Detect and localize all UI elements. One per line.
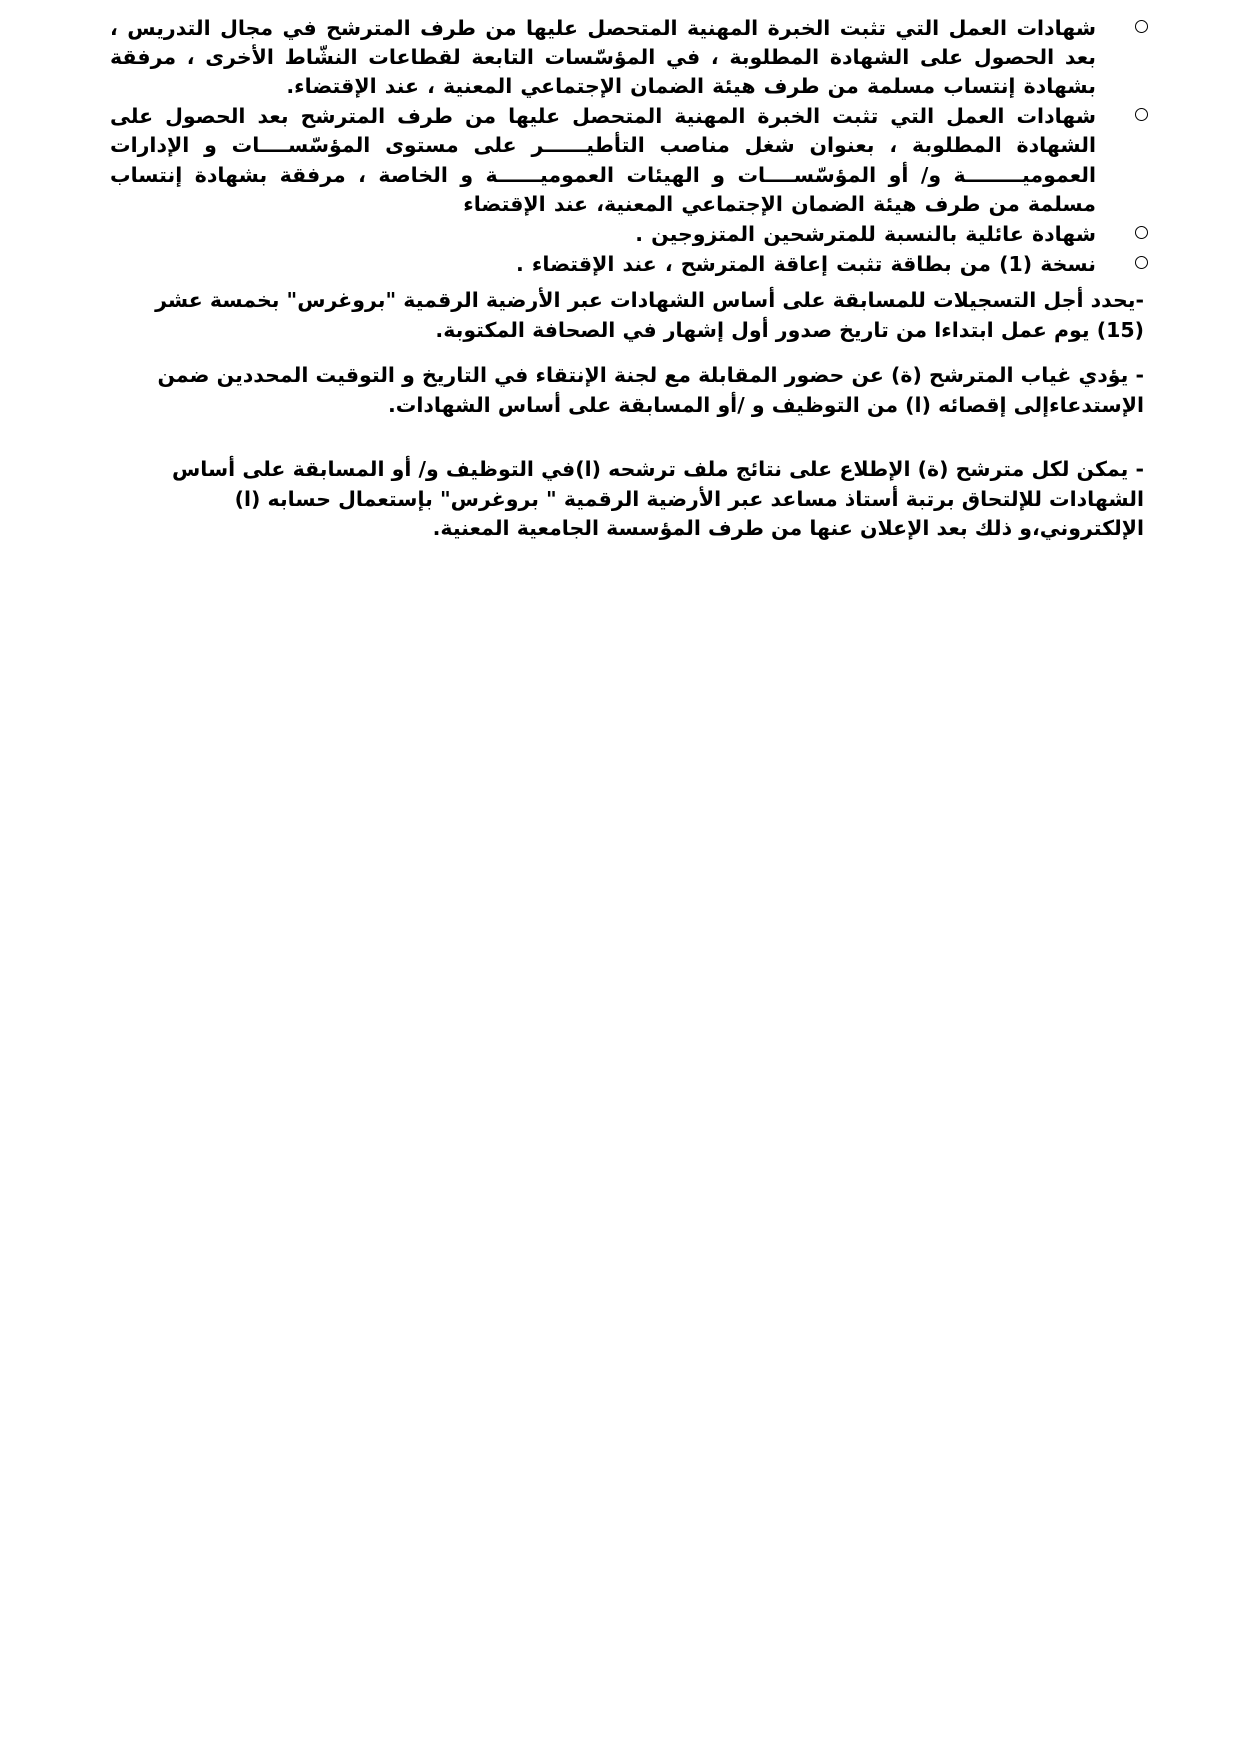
list-item-text: شهادات العمل التي تثبت الخبرة المهنية المتحصل عليها من طرف المترشح في مجال التدريس ، بعد الحصول على الشهادة المطلوبة ، في المؤسّسات التابعة لقطاعات النشّاط الأخرى ، مرفقة بشهادة إنتساب مسلمة من طرف هيئة الضمان الإجتماعي المعنية ، عند الإقتضاء. [110, 16, 1096, 99]
registration-deadline-note-line-2: (15) يوم عمل ابتداءا من تاريخ صدور أول إشهار في الصحافة المكتوبة. [435, 317, 1144, 342]
document-body [110, 14, 1148, 544]
circle-bullet-icon [1135, 20, 1148, 33]
list-item-text: نسخة (1) من بطاقة تثبت إعاقة المترشح ، عند الإقتضاء . [516, 251, 1096, 276]
requirements-bullet-list [110, 14, 1148, 279]
list-item-text: شهادات العمل التي تثبت الخبرة المهنية المتحصل عليها من طرف المترشح بعد الحصول على الشهادة المطلوبة ، بعنوان شغل مناصب التأطيــــــر على مستوى المؤسّســــات و الإدارات العموميــــــــة و/ أو المؤسّســــات و الهيئات العموميــــــة و الخاصة ، مرفقة بشهادة إنتساب مسلمة من طرف هيئة الضمان الإجتماعي المعنية، عند الإقتضاء [110, 104, 1096, 216]
circle-bullet-icon [1135, 108, 1148, 121]
circle-bullet-icon [1135, 256, 1148, 269]
list-item [110, 250, 1148, 279]
list-item-text: شهادة عائلية بالنسبة للمترشحين المتزوجين . [635, 221, 1096, 246]
list-item [110, 220, 1148, 249]
list-item [110, 14, 1148, 101]
circle-bullet-icon [1135, 226, 1148, 239]
absence-consequence-note-line-2: الإستدعاءإلى إقصائه (ا) من التوظيف و /أو المسابقة على أساس الشهادات. [387, 393, 1144, 418]
absence-consequence-note-line-1: - يؤدي غياب المترشح (ة) عن حضور المقابلة مع لجنة الإنتقاء في التاريخ و التوقيت المحددين ضمن [157, 363, 1144, 388]
spacer [110, 421, 1148, 455]
results-access-note-line-3: الإلكتروني،و ذلك بعد الإعلان عنها من طرف المؤسسة الجامعية المعنية. [432, 516, 1144, 541]
list-item [110, 102, 1148, 218]
spacer [110, 345, 1148, 361]
results-access-note-line-2: الشهادات للإلتحاق برتبة أستاذ مساعد عبر الأرضية الرقمية " بروغرس" بإستعمال حسابه (ا) [234, 486, 1144, 511]
results-access-note-line-1: - يمكن لكل مترشح (ة) الإطلاع على نتائج ملف ترشحه (ا)في التوظيف و/ أو المسابقة على أساس [172, 456, 1144, 481]
registration-deadline-note-line-1: -يحدد أجل التسجيلات للمسابقة على أساس الشهادات عبر الأرضية الرقمية "بروغرس" بخمسة عشر [155, 287, 1144, 312]
